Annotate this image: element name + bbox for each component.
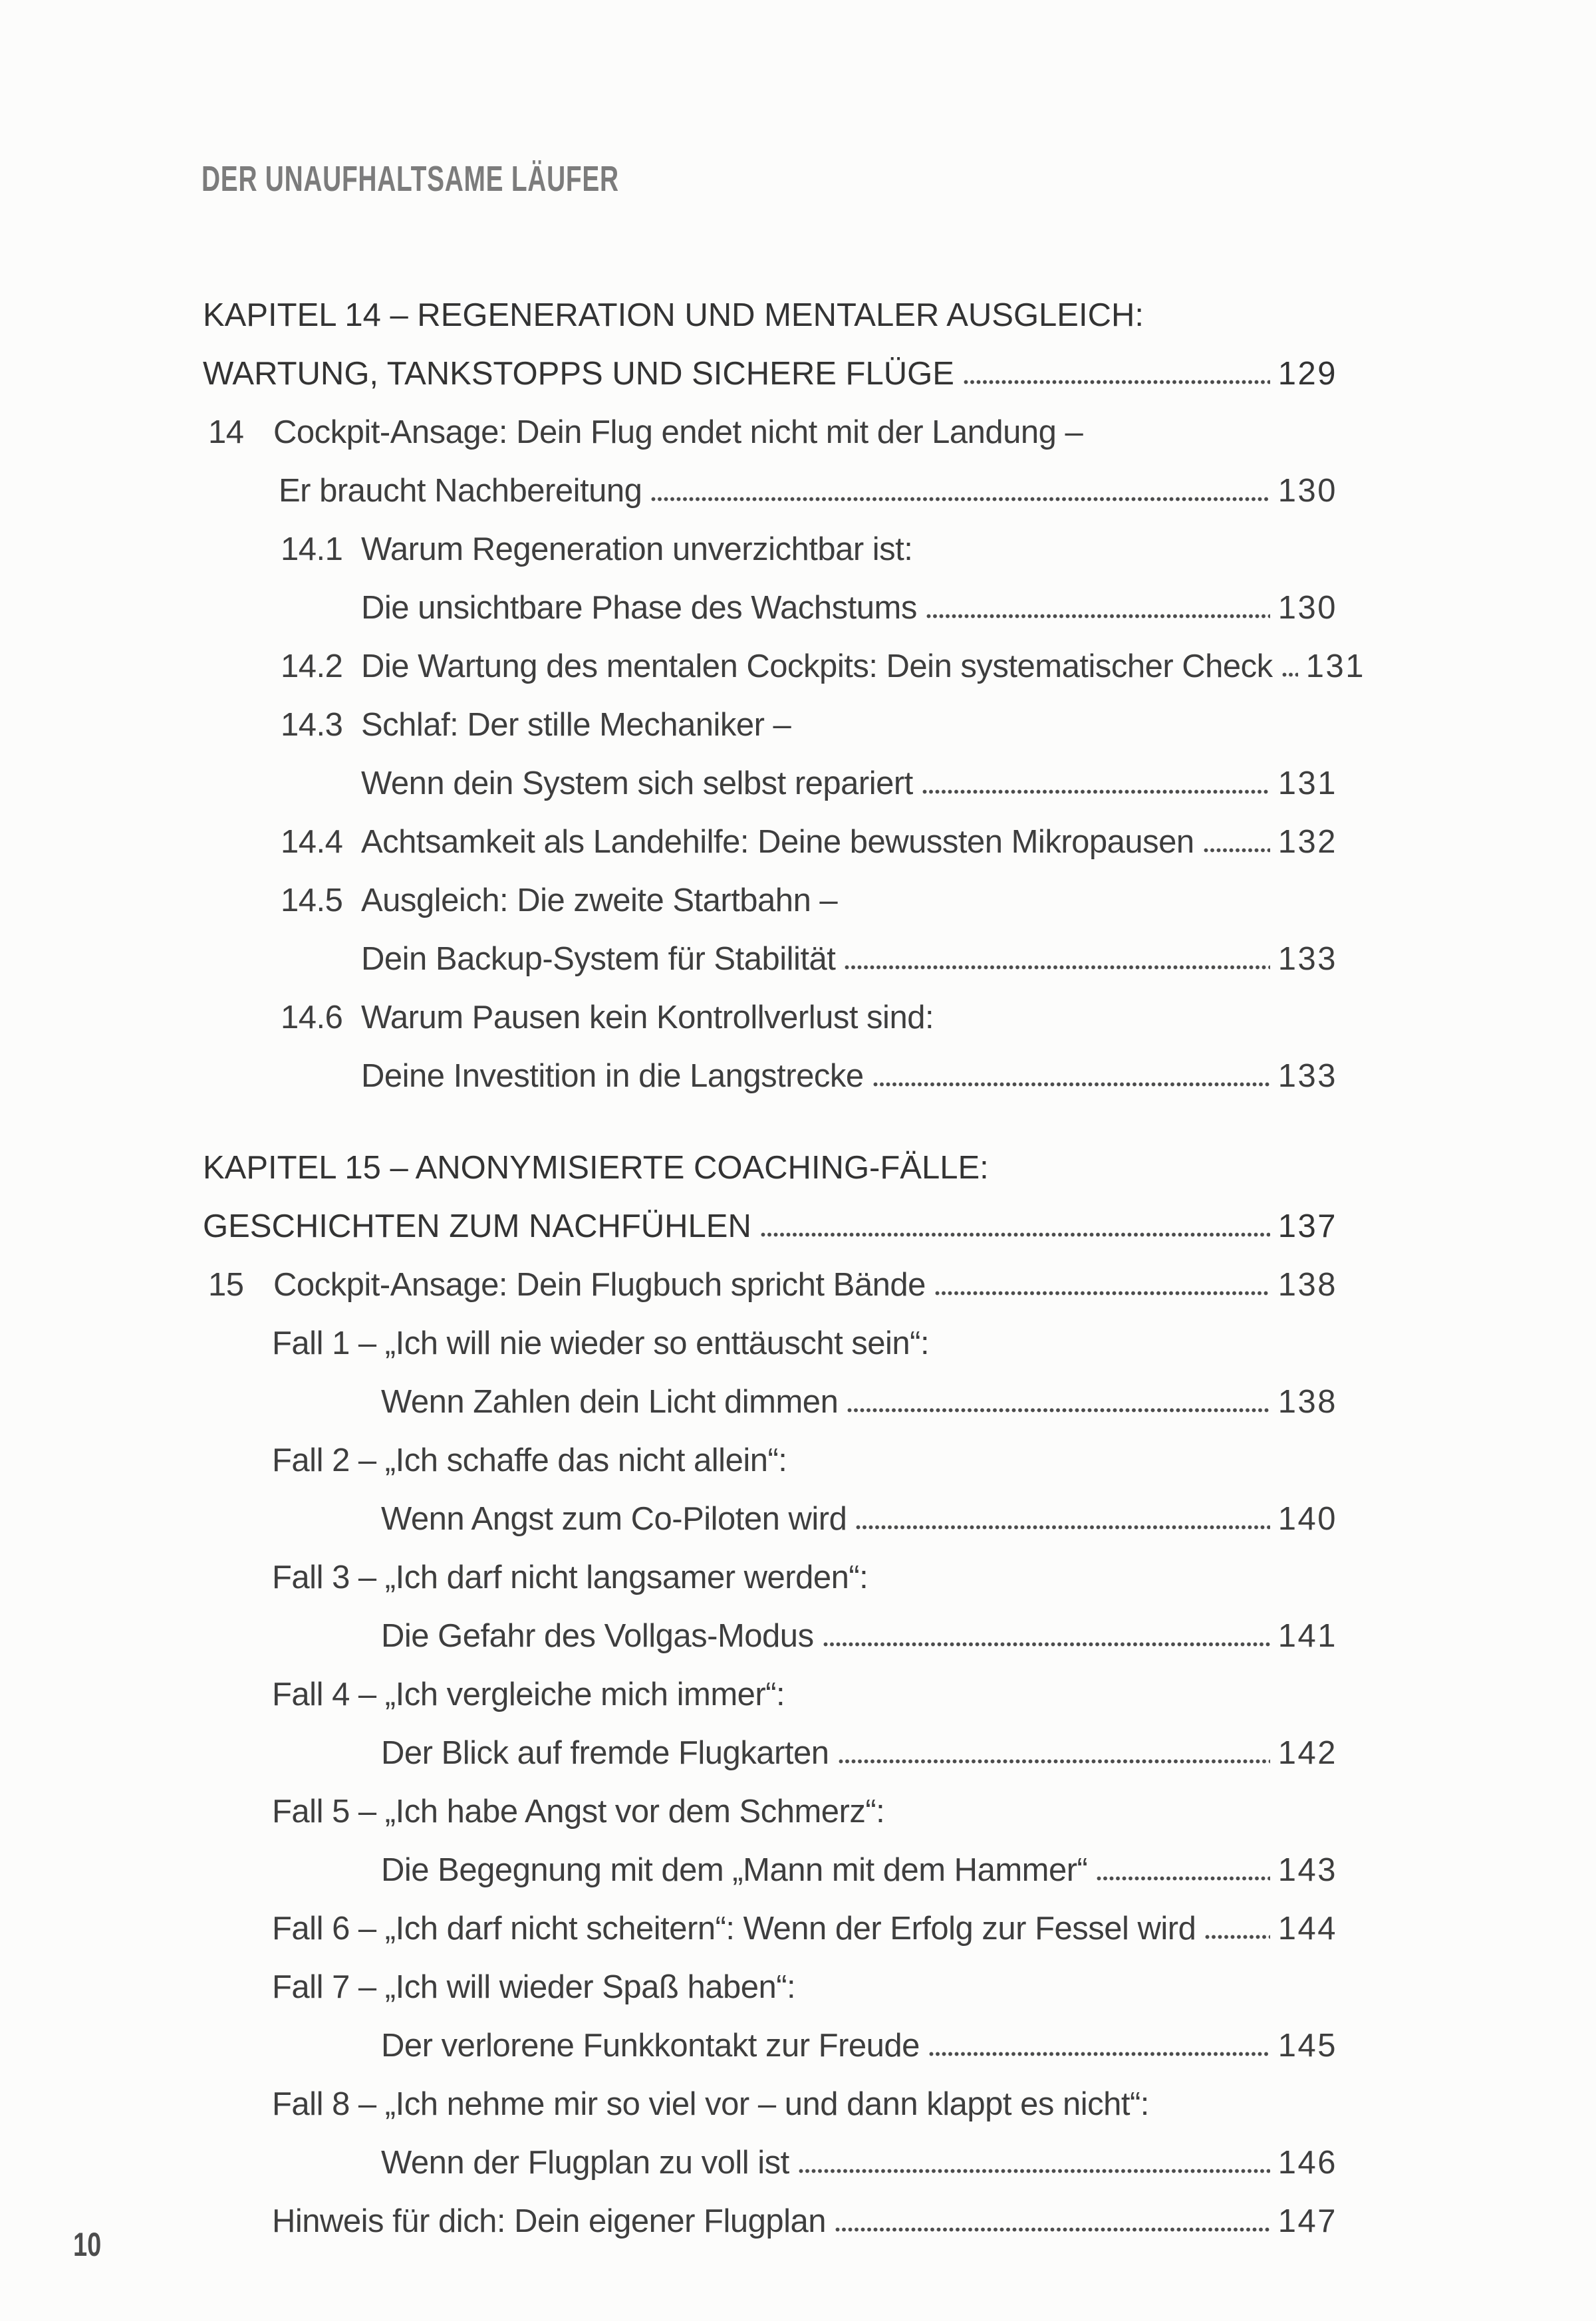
- toc-line: [203, 1362, 1337, 1421]
- toc-page-number: 137: [1277, 1208, 1337, 1244]
- page-number: 10: [73, 2226, 102, 2263]
- toc: [203, 275, 1365, 2240]
- toc-line: [203, 1596, 1337, 1655]
- toc-entry: [203, 1655, 1337, 1772]
- toc-line: [203, 334, 1337, 392]
- toc-entry-text: Wenn dein System sich selbst repariert: [361, 765, 913, 801]
- toc-page-number: 140: [1277, 1501, 1337, 1537]
- toc-entry-text: Fall 4 – „Ich vergleiche mich immer“:: [272, 1677, 785, 1712]
- toc-entry-number: 14.4: [281, 824, 343, 860]
- toc-line: [203, 626, 1365, 685]
- dot-leader: [1097, 1876, 1269, 1881]
- toc-entry-text: KAPITEL 15 – ANONYMISIERTE COACHING-FÄLLE:: [203, 1150, 989, 1186]
- toc-line: [203, 1245, 1337, 1303]
- dot-leader: [1282, 672, 1298, 677]
- toc-line: [203, 1421, 1337, 1479]
- toc-entry-number: 14.3: [281, 707, 343, 743]
- toc-page-number: 129: [1277, 356, 1337, 392]
- dot-leader: [835, 2227, 1270, 2232]
- toc-entry: [203, 626, 1365, 685]
- toc-entry: [203, 802, 1337, 861]
- dot-leader: [926, 614, 1270, 618]
- toc-entry-text: Fall 2 – „Ich schaffe das nicht allein“:: [272, 1442, 787, 1478]
- toc-line: [203, 1303, 1337, 1362]
- toc-line: [203, 2181, 1337, 2240]
- toc-entry-number: 14: [208, 414, 244, 450]
- toc-entry-text: Warum Regeneration unverzichtbar ist:: [361, 531, 913, 567]
- toc-entry-number: 14.2: [281, 648, 343, 684]
- toc-line: [203, 861, 1337, 919]
- toc-entry: [203, 861, 1337, 978]
- toc-entry: [203, 1538, 1337, 1655]
- toc-entry-text: Wenn der Flugplan zu voll ist: [381, 2145, 789, 2181]
- dot-leader: [964, 380, 1270, 384]
- toc-entry: [203, 1245, 1337, 1303]
- toc-line: [203, 392, 1337, 451]
- toc-entry-text: Die Wartung des mentalen Cockpits: Dein systematischer Check: [361, 648, 1273, 684]
- toc-entry: [203, 685, 1337, 802]
- toc-line: [203, 802, 1337, 861]
- toc-line: [203, 919, 1337, 978]
- toc-entry-number: 15: [208, 1267, 244, 1303]
- toc-entry: [203, 2064, 1337, 2181]
- toc-entry-text: Der verlorene Funkkontakt zur Freude: [381, 2028, 920, 2064]
- toc-entry-text: Warum Pausen kein Kontrollverlust sind:: [361, 1000, 934, 1035]
- toc-line: [203, 2006, 1337, 2064]
- toc-page-number: 138: [1277, 1384, 1337, 1420]
- toc-line: [203, 1655, 1337, 1713]
- dot-leader: [651, 497, 1269, 501]
- toc-page-number: 147: [1277, 2203, 1337, 2239]
- toc-page-number: 142: [1277, 1735, 1337, 1771]
- toc-entry-text: Die unsichtbare Phase des Wachstums: [361, 590, 917, 626]
- toc-page-number: 133: [1277, 941, 1337, 977]
- toc-entry-text: Er braucht Nachbereitung: [279, 473, 642, 509]
- toc-entry-text: Fall 7 – „Ich will wieder Spaß haben“:: [272, 1969, 796, 2005]
- toc-entry: [203, 1889, 1337, 1947]
- toc-line: [203, 978, 1337, 1036]
- toc-entry: [203, 275, 1337, 392]
- toc-line: [203, 1036, 1337, 1095]
- toc-entry-text: Die Begegnung mit dem „Mann mit dem Hammer“: [381, 1852, 1088, 1888]
- toc-page-number: 146: [1277, 2145, 1337, 2181]
- toc-entry-text: KAPITEL 14 – REGENERATION UND MENTALER AUSGLEICH:: [203, 297, 1144, 333]
- toc-entry-text: Cockpit-Ansage: Dein Flug endet nicht mit der Landung –: [273, 414, 1083, 450]
- toc-page-number: 143: [1277, 1852, 1337, 1888]
- toc-line: [203, 2123, 1337, 2181]
- toc-line: [203, 685, 1337, 744]
- toc-entry-text: Deine Investition in die Langstrecke: [361, 1058, 864, 1094]
- toc-entry: [203, 978, 1337, 1095]
- toc-entry: [203, 509, 1337, 626]
- toc-line: [203, 275, 1337, 334]
- toc-entry: [203, 1303, 1337, 1421]
- toc-entry-text: Fall 1 – „Ich will nie wieder so enttäuscht sein“:: [272, 1325, 930, 1361]
- dot-leader: [823, 1642, 1270, 1647]
- toc-page-number: 145: [1277, 2028, 1337, 2064]
- toc-page-number: 131: [1305, 648, 1365, 684]
- toc-line: [203, 1713, 1337, 1772]
- toc-line: [203, 1772, 1337, 1830]
- dot-leader: [847, 1408, 1269, 1413]
- toc-entry: [203, 1947, 1337, 2064]
- toc-page-number: 133: [1277, 1058, 1337, 1094]
- toc-entry-text: Fall 6 – „Ich darf nicht scheitern“: Wenn der Erfolg zur Fessel wird: [272, 1911, 1196, 1947]
- dot-leader: [1205, 1935, 1269, 1939]
- toc-entry: [203, 392, 1337, 509]
- toc-line: [203, 1479, 1337, 1538]
- toc-entry-text: Ausgleich: Die zweite Startbahn –: [361, 883, 838, 918]
- toc-line: [203, 1128, 1337, 1186]
- toc-page-number: 130: [1277, 473, 1337, 509]
- toc-page-number: 144: [1277, 1911, 1337, 1947]
- toc-line: [203, 1947, 1337, 2006]
- toc-entry-number: 14.1: [281, 531, 343, 567]
- toc-entry-text: Achtsamkeit als Landehilfe: Deine bewussten Mikropausen: [361, 824, 1194, 860]
- dot-leader: [1204, 848, 1270, 853]
- dot-leader: [929, 2052, 1270, 2056]
- toc-page-number: 138: [1277, 1267, 1337, 1303]
- dot-leader: [761, 1232, 1270, 1237]
- toc-entry-text: Die Gefahr des Vollgas-Modus: [381, 1618, 814, 1654]
- toc-entry-text: WARTUNG, TANKSTOPPS UND SICHERE FLÜGE: [203, 356, 954, 392]
- running-header: DER UNAUFHALTSAME LÄUFER: [201, 159, 619, 199]
- toc-page-number: 141: [1277, 1618, 1337, 1654]
- toc-entry-number: 14.6: [281, 1000, 343, 1035]
- toc-entry-text: Dein Backup-System für Stabilität: [361, 941, 836, 977]
- dot-leader: [839, 1759, 1270, 1764]
- toc-line: [203, 2064, 1337, 2123]
- toc-line: [203, 1186, 1337, 1245]
- toc-line: [203, 744, 1337, 802]
- dot-leader: [845, 965, 1269, 970]
- toc-page-number: 132: [1277, 824, 1337, 860]
- dot-leader: [856, 1525, 1269, 1530]
- toc-entry-text: Hinweis für dich: Dein eigener Flugplan: [272, 2203, 826, 2239]
- toc-entry: [203, 1128, 1337, 1245]
- toc-line: [203, 1830, 1337, 1889]
- toc-entry: [203, 2181, 1337, 2240]
- toc-entry: [203, 1772, 1337, 1889]
- dot-leader: [799, 2169, 1270, 2173]
- toc-entry-text: Cockpit-Ansage: Dein Flugbuch spricht Bände: [273, 1267, 926, 1303]
- dot-leader: [873, 1082, 1270, 1087]
- toc-entry-text: Wenn Angst zum Co-Piloten wird: [381, 1501, 847, 1537]
- toc-line: [203, 451, 1337, 509]
- toc-page-number: 131: [1277, 765, 1337, 801]
- toc-entry-text: Fall 8 – „Ich nehme mir so viel vor – und dann klappt es nicht“:: [272, 2086, 1149, 2122]
- toc-entry: [203, 1421, 1337, 1538]
- toc-line: [203, 1538, 1337, 1596]
- toc-entry-text: Fall 3 – „Ich darf nicht langsamer werden“:: [272, 1560, 868, 1595]
- dot-leader: [922, 789, 1270, 794]
- toc-line: [203, 568, 1337, 626]
- toc-entry-text: Wenn Zahlen dein Licht dimmen: [381, 1384, 839, 1420]
- dot-leader: [935, 1291, 1270, 1296]
- toc-line: [203, 509, 1337, 568]
- toc-entry-text: Schlaf: Der stille Mechaniker –: [361, 707, 791, 743]
- toc-entry-number: 14.5: [281, 883, 343, 918]
- toc-entry-text: Der Blick auf fremde Flugkarten: [381, 1735, 829, 1771]
- toc-page-number: 130: [1277, 590, 1337, 626]
- toc-entry-text: Fall 5 – „Ich habe Angst vor dem Schmerz“:: [272, 1794, 885, 1830]
- toc-entry-text: GESCHICHTEN ZUM NACHFÜHLEN: [203, 1208, 751, 1244]
- toc-line: [203, 1889, 1337, 1947]
